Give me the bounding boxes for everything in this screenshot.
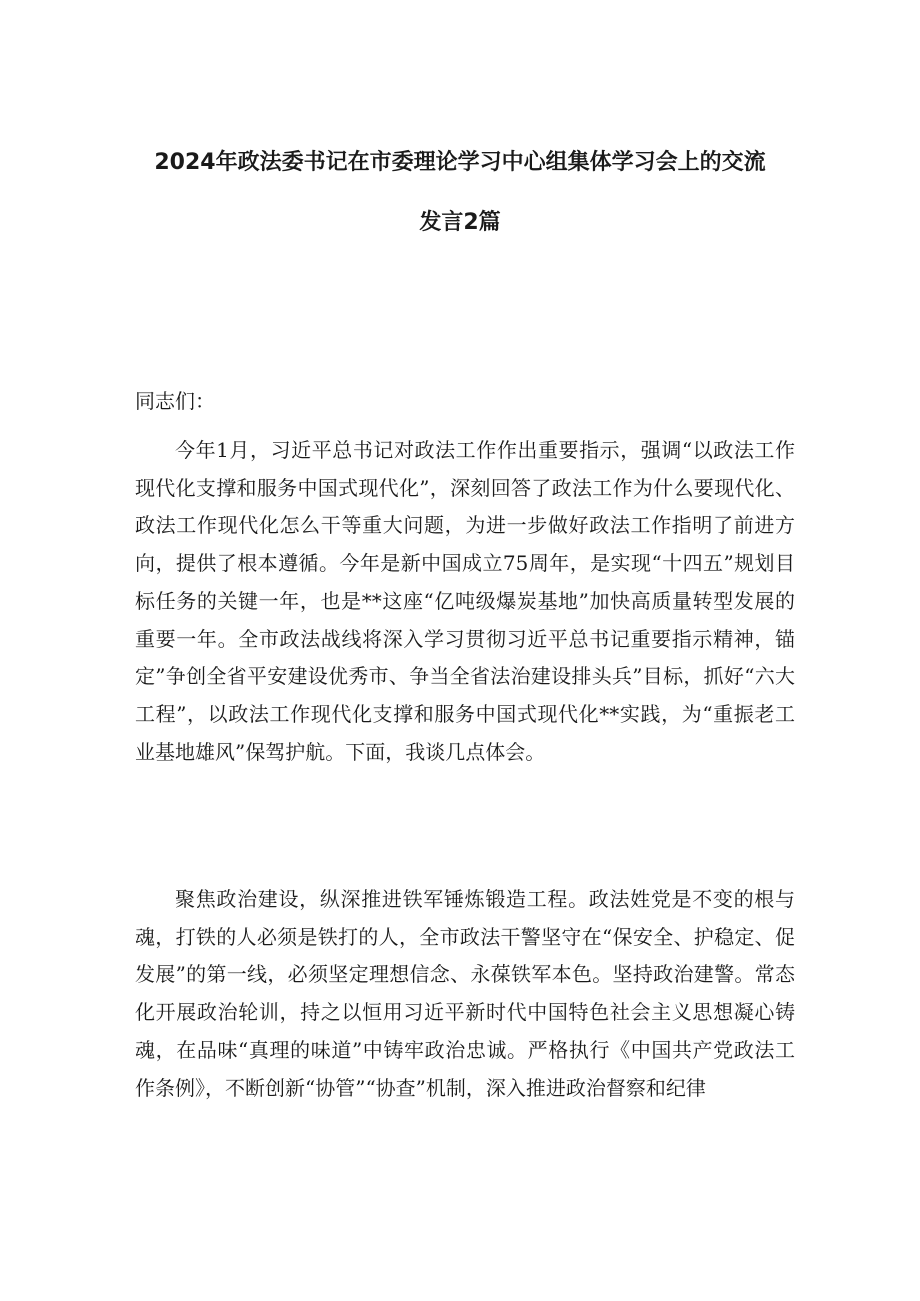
paragraph-1: 今年1月，习近平总书记对政法工作作出重要指示，强调“以政法工作现代化支撑和服务中国式现代化”，深刻回答了政法工作为什么要现代化、政法工作现代化怎么干等重大问题，为进一步做好政法工作指明了前进方向，提供了根本遵循。今年是新中国成立75周年，是实现“十四五”规划目标任务的关键一年，也是**这座“亿吨级爆炭基地”加快高质量转型发展的重要一年。全市政法战线将深入学习贯彻习近平总书记重要指示精神，锚定”争创全省平安建设优秀市、争当全省法治建设排头兵”目标，抓好“六大工程”，以政法工作现代化支撑和服务中国式现代化**实践，为“重振老工业基地雄风”保驾护航。下面，我谈几点体会。 xyxy=(135,438,795,764)
salutation: 同志们： xyxy=(135,389,215,413)
document-title-line-1: 2024年政法委书记在市委理论学习中心组集体学习会上的交流 xyxy=(154,150,766,175)
document-title-line-2: 发言2篇 xyxy=(419,210,501,235)
paragraph-2: 聚焦政治建设，纵深推进铁军锤炼锻造工程。政法姓党是不变的根与魂，打铁的人必须是铁打的人，全市政法干警坚守在“保安全、护稳定、促发展”的第一线，必须坚定理想信念、永葆铁军本色。坚持政治建警。常态化开展政治轮训，持之以恒用习近平新时代中国特色社会主义思想凝心铸魂，在品味“真理的味道”中铸牢政治忠诚。严格执行《中国共产党政法工作条例》，不断创新“协管”“协查”机制，深入推进政治督察和纪律 xyxy=(135,887,795,1100)
